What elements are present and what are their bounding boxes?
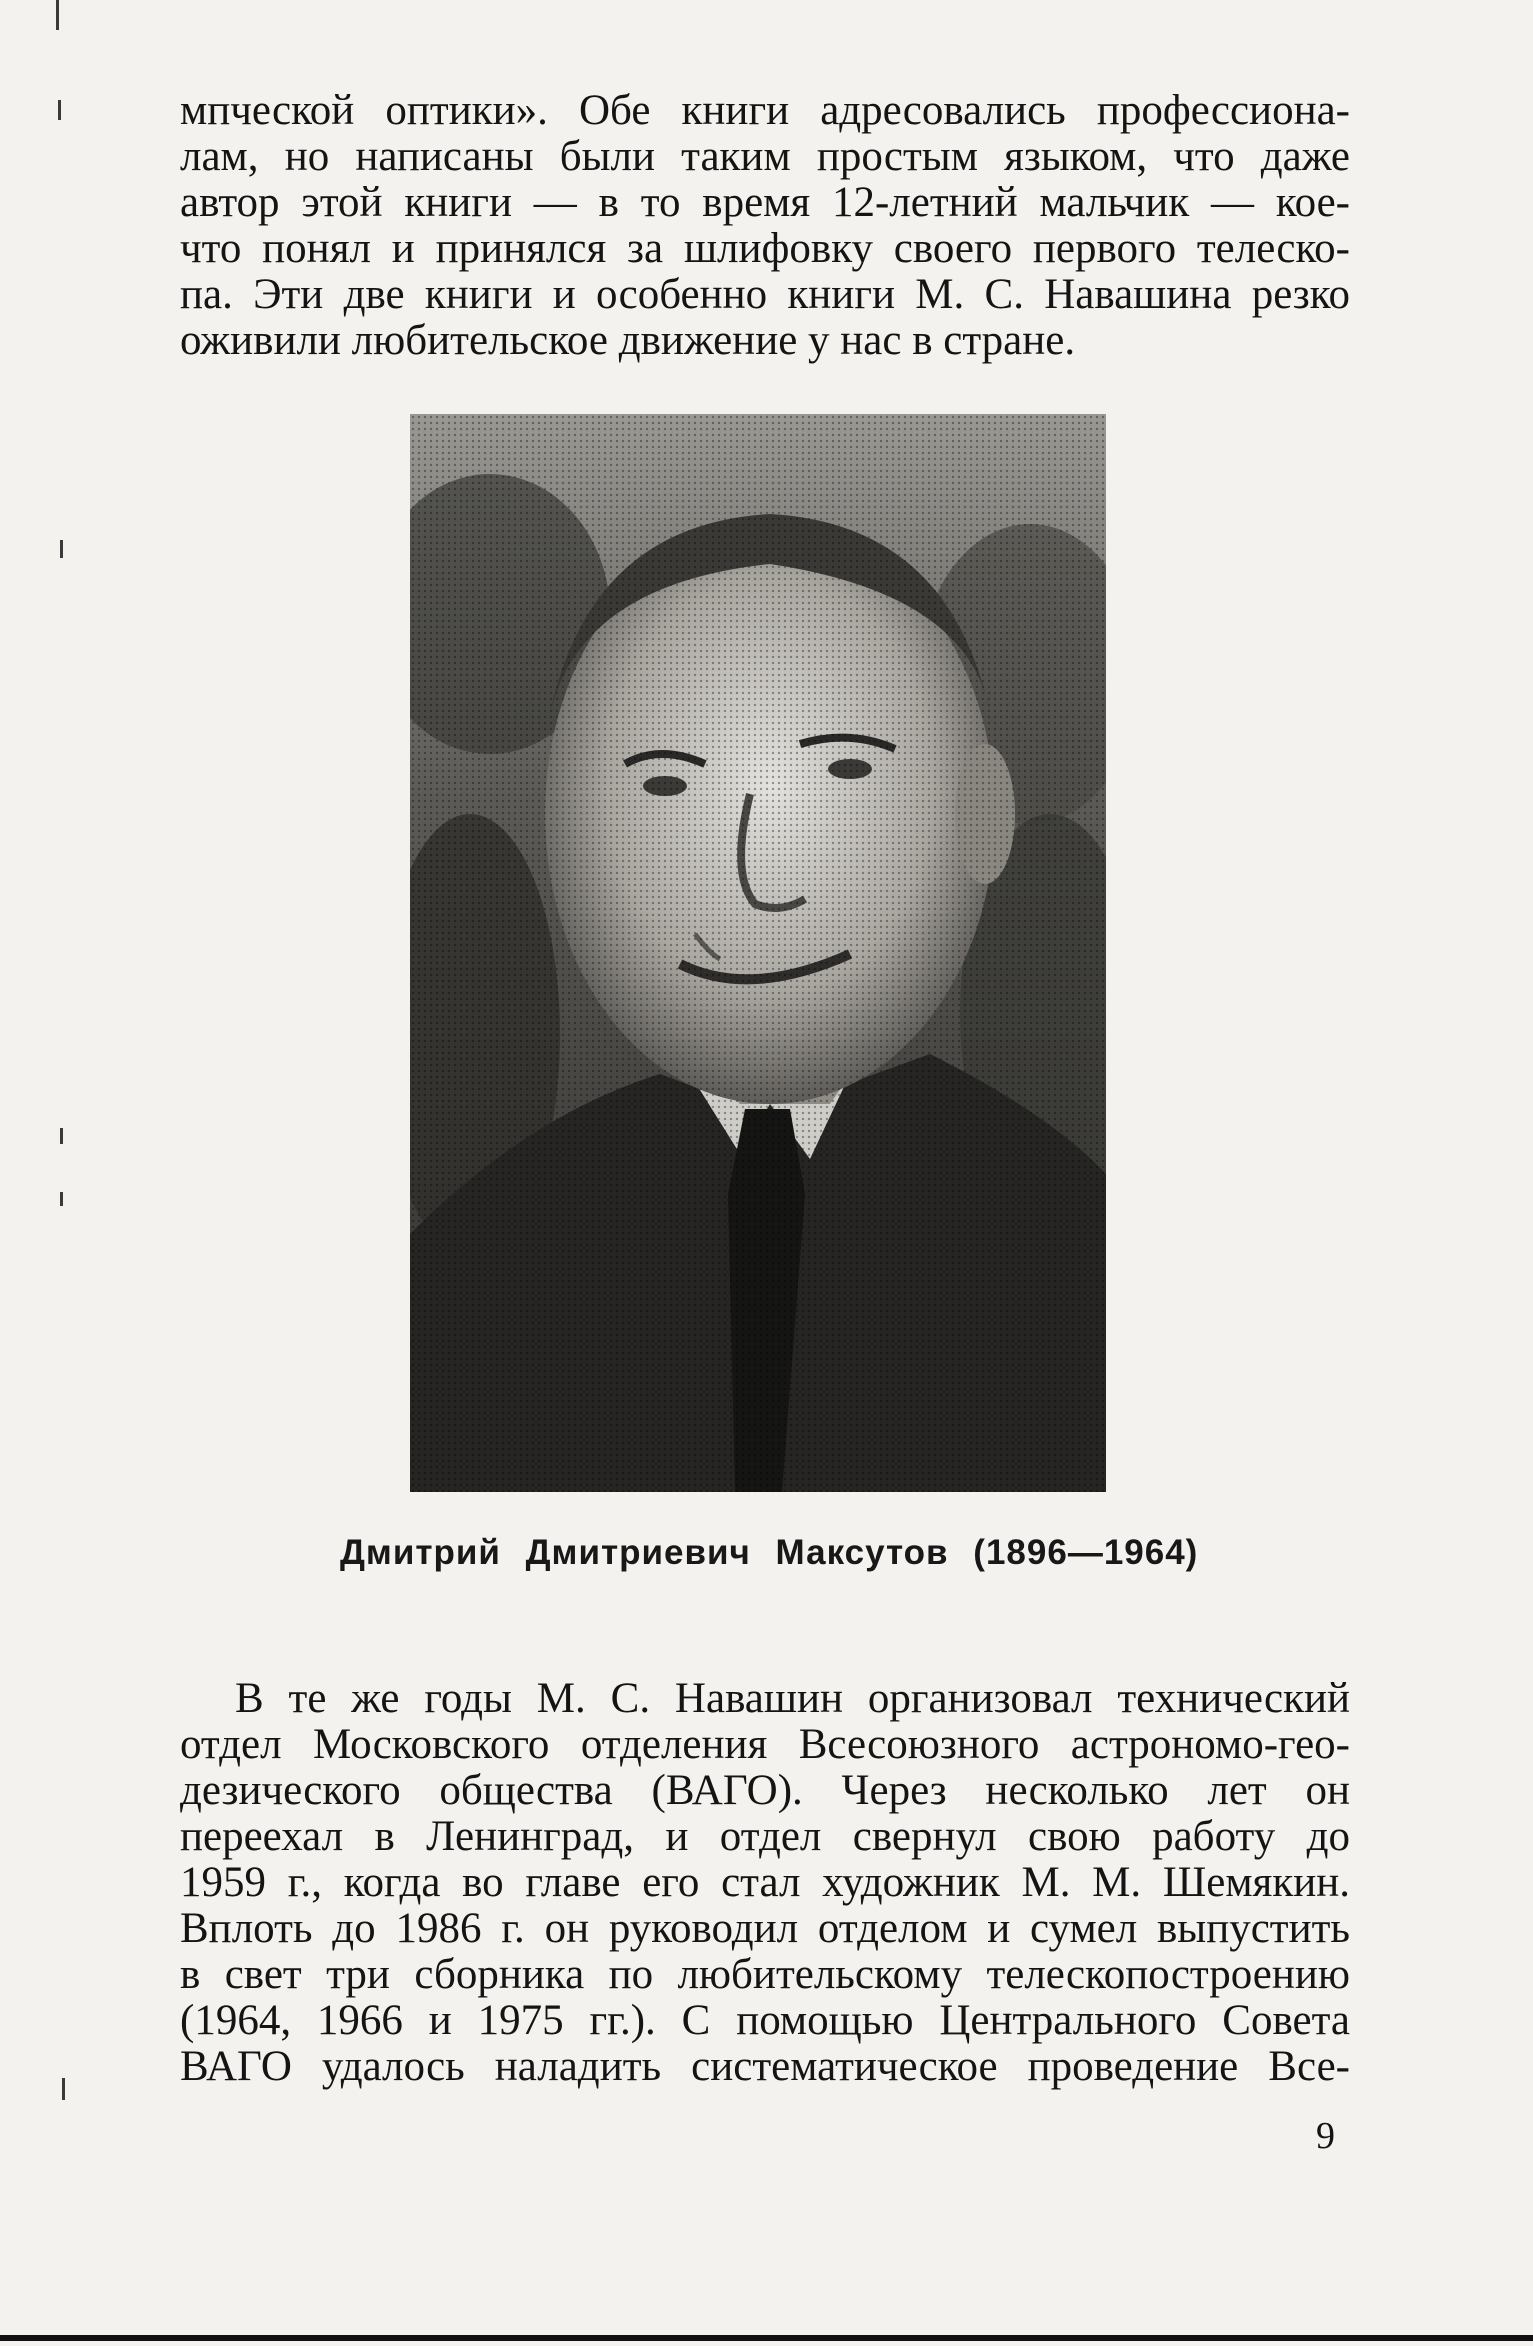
- scan-mark: [60, 1128, 63, 1144]
- bottom-paragraph: [180, 1676, 1350, 2090]
- text-line: переехал в Ленинград, и отдел свернул свою работу до: [180, 1814, 1350, 1860]
- text-line: ВАГО удалось наладить систематическое проведение Все-: [180, 2044, 1350, 2090]
- text-line: что понял и принялся за шлифовку своего первого телеско-: [180, 226, 1350, 272]
- text-line: дезического общества (ВАГО). Через несколько лет он: [180, 1768, 1350, 1814]
- text-line: в свет три сборника по любительскому телескопостроению: [180, 1952, 1350, 1998]
- text-line: мпческой оптики». Обе книги адресовались профессиона-: [180, 88, 1350, 134]
- text-line: оживили любительское движение у нас в стране.: [180, 318, 1076, 364]
- text-line: отдел Московского отделения Всесоюзного астрономо-гео-: [180, 1722, 1350, 1768]
- text-line: В те же годы М. С. Навашин организовал технический: [235, 1676, 1350, 1722]
- scan-mark: [58, 100, 61, 120]
- scan-mark: [62, 2078, 65, 2100]
- text-line: (1964, 1966 и 1975 гг.). С помощью Центрального Совета: [180, 1998, 1350, 2044]
- scan-mark: [60, 1192, 63, 1206]
- scan-margin-marks: [56, 0, 66, 2346]
- portrait-image: [410, 414, 1106, 1492]
- top-paragraph: [180, 88, 1350, 364]
- scan-mark: [56, 0, 59, 30]
- scan-mark: [60, 540, 63, 558]
- text-line: 1959 г., когда во главе его стал художник М. М. Шемякин.: [180, 1860, 1350, 1906]
- text-line: па. Эти две книги и особенно книги М. С. Навашина резко: [180, 272, 1350, 318]
- scan-bottom-edge: [0, 2335, 1533, 2341]
- page-number: 9: [1316, 2115, 1335, 2157]
- portrait-photo: [410, 414, 1106, 1492]
- text-line: лам, но написаны были таким простым языком, что даже: [180, 134, 1350, 180]
- photo-caption: Дмитрий Дмитриевич Максутов (1896—1964): [340, 1533, 1199, 1572]
- text-line: Вплоть до 1986 г. он руководил отделом и сумел выпустить: [180, 1906, 1350, 1952]
- text-line: автор этой книги — в то время 12-летний мальчик — кое-: [180, 180, 1350, 226]
